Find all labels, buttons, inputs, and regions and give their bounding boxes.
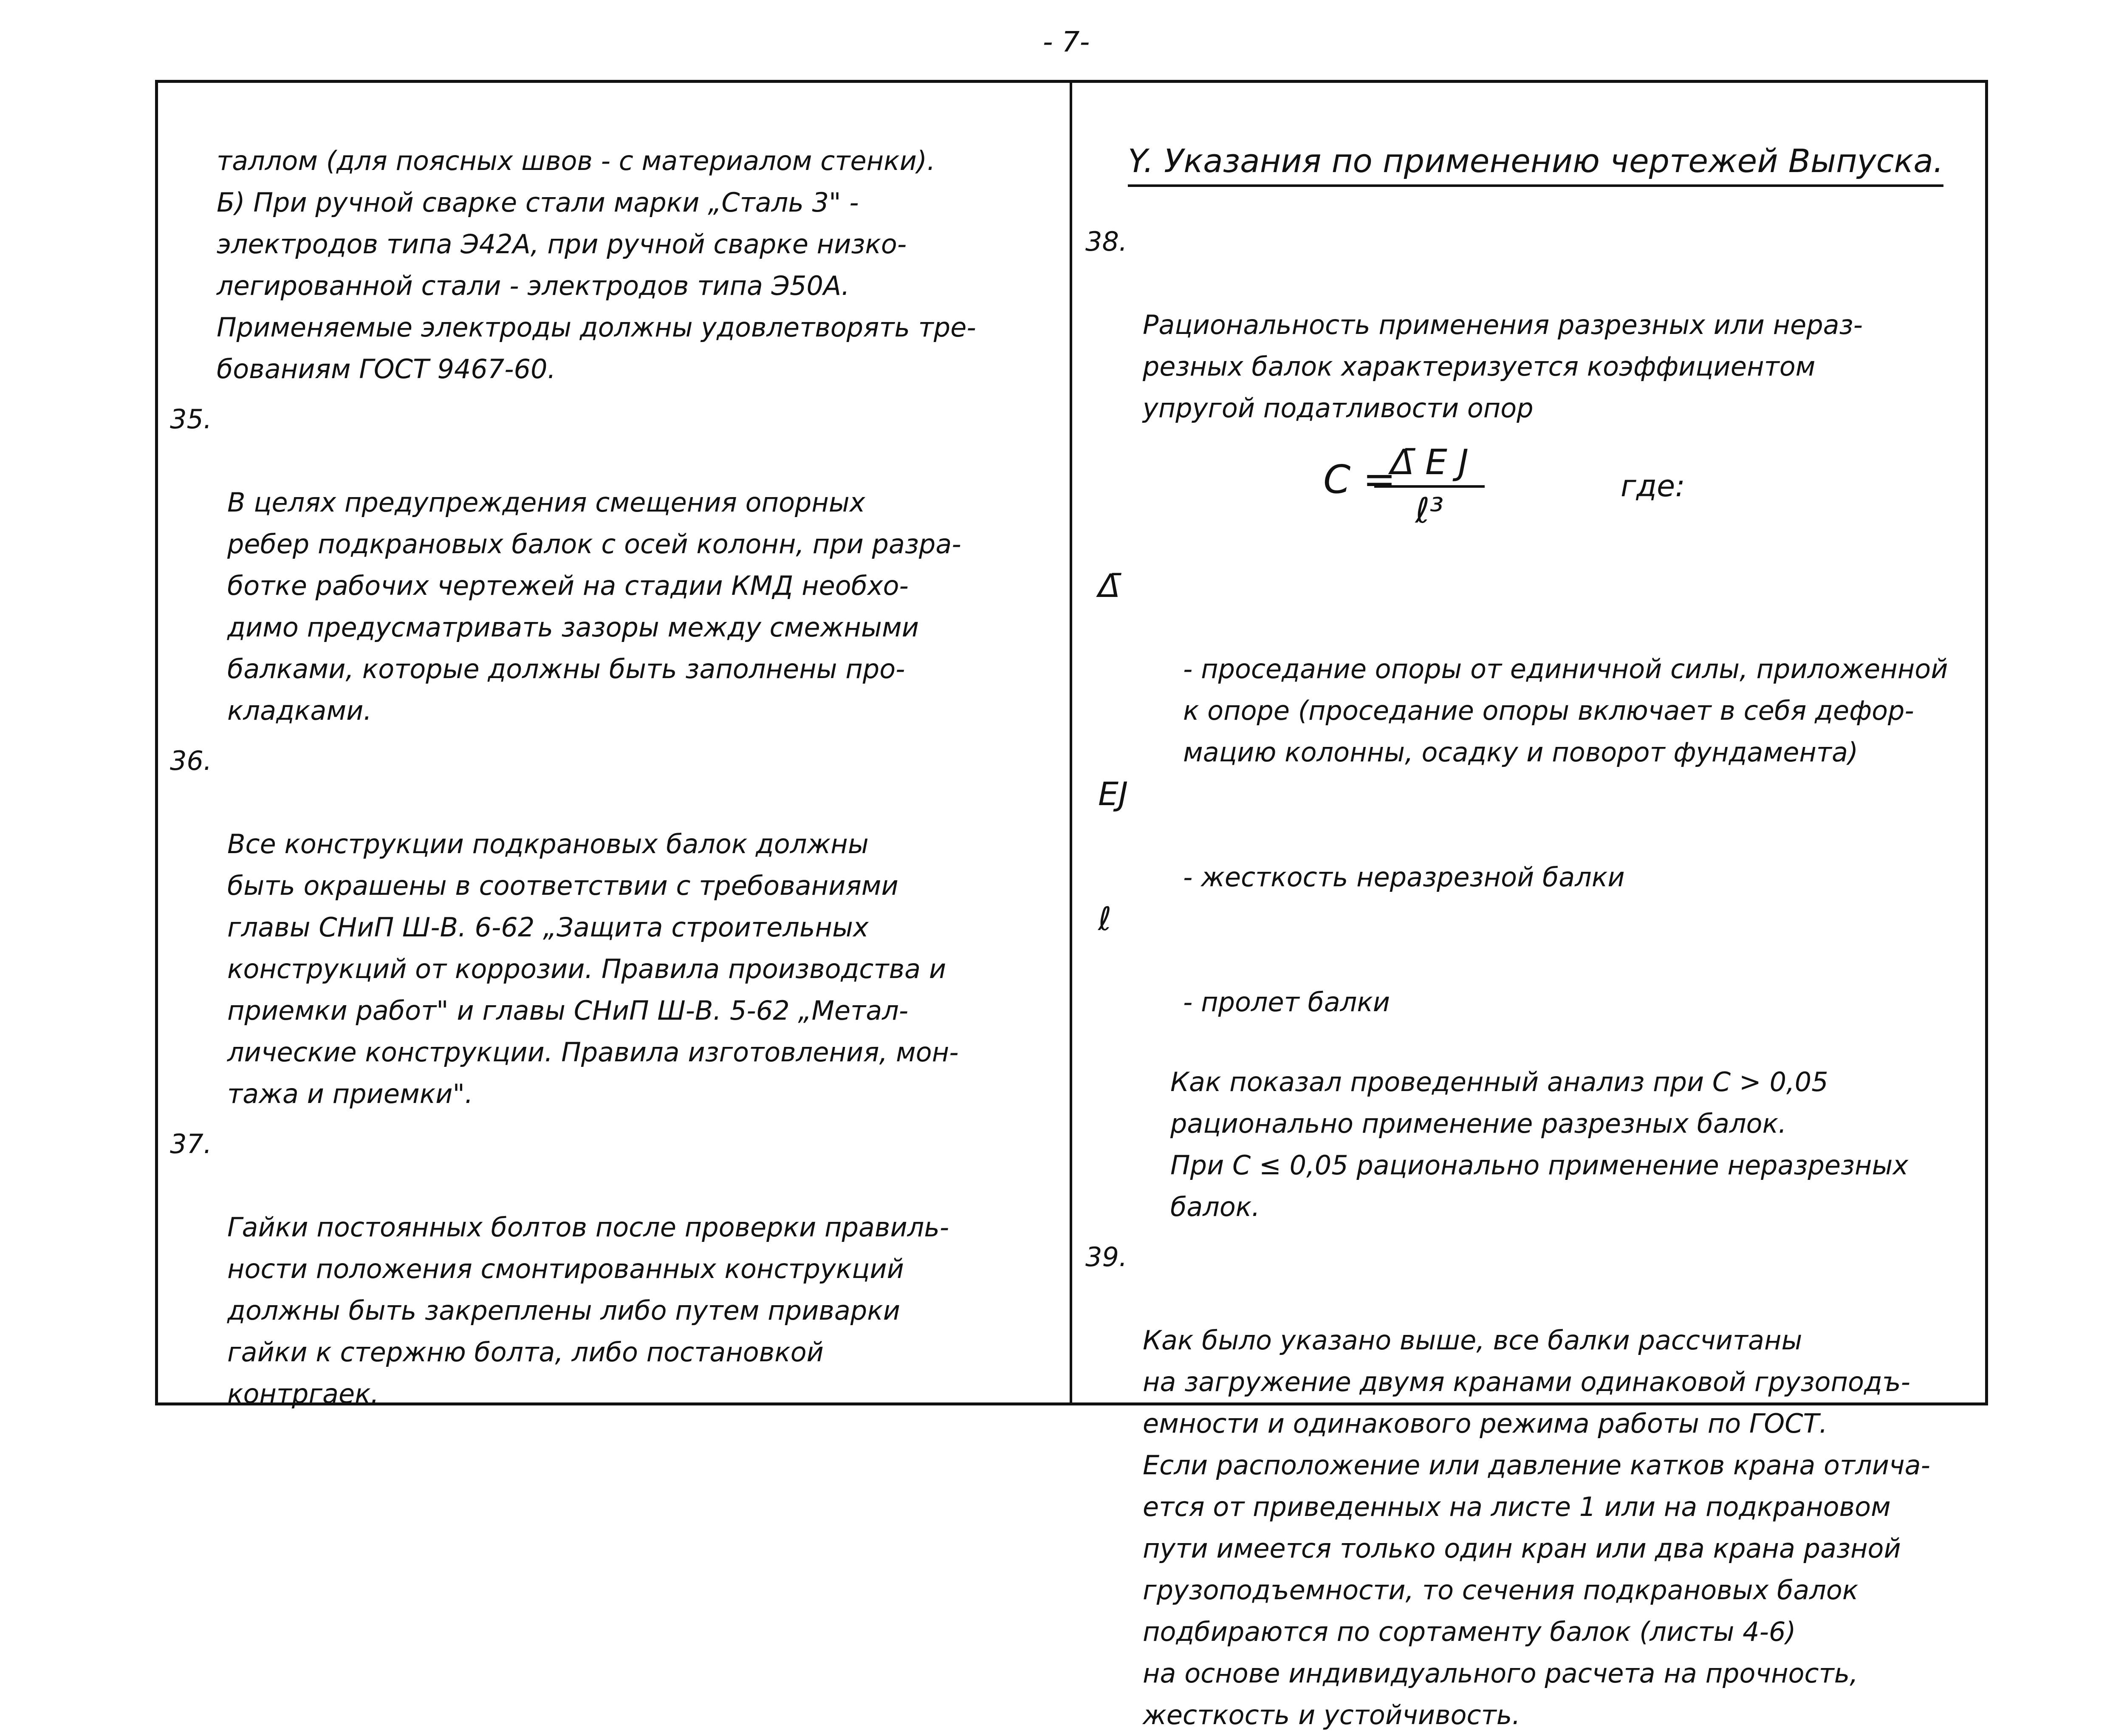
definition-delta — [1098, 565, 1977, 773]
paragraph-text: Как было указано выше, все балки рассчитаны на загружение двумя кранами одинаковой грузоподъ- емности и одинакового режима работы по ГОСТ. Если расположение или давление катков крана отлича- ется от приведенных на листе 1 или на подкрановом пути имеется только один кран или два крана разной грузоподъемности, то сечения подкрановых балок подбираются по сортаменту балок (листы 4-6) на основе индивидуального расчета на прочность, жесткость и устойчивость. — [1143, 1325, 1931, 1730]
definition-text: - жесткость неразрезной балки — [1183, 862, 1625, 893]
formula-fraction — [1374, 442, 1485, 532]
paragraph-text: Все конструкции подкрановых балок должны быть окрашены в соответствии с требованиями главы СНиП Ш-В. 6-62 „Защита строительных конструкций от коррозии. Правила производства и приемки работ" и главы СНиП Ш-В. 5-62 „Метал- лические конструкции. Правила изготовления, мон- тажа и приемки". — [227, 828, 959, 1109]
formula-denominator: ℓ³ — [1415, 491, 1444, 531]
formula-numerator: Δ̄ E J — [1374, 442, 1485, 488]
left-column — [170, 140, 1045, 1415]
column-divider — [1070, 81, 1072, 1404]
definition-text: - проседание опоры от единичной силы, приложенной к опоре (проседание опоры включает в себя дефор- мацию колонны, осадку и поворот фундамента) — [1183, 653, 1948, 768]
paragraph-37 — [170, 1123, 1045, 1415]
definition-l — [1098, 898, 1977, 1023]
formula-where: где: — [1621, 469, 1685, 503]
paragraph-number: 39. — [1085, 1241, 1127, 1272]
definition-text: - пролет балки — [1183, 987, 1390, 1018]
section-title: Y. Указания по применению чертежей Выпуска. — [1128, 140, 1943, 187]
definition-symbol: ℓ — [1098, 900, 1112, 938]
paragraph-number: 36. — [170, 745, 212, 776]
paragraph-35 — [170, 399, 1045, 732]
paragraph-text: В целях предупреждения смещения опорных ребер подкрановых балок с осей колонн, при разра- ботке рабочих чертежей на стадии КМД необхо- димо предусматривать зазоры между смежными балками, которые должны быть заполнены про- кладками. — [227, 487, 961, 726]
paragraph-number: 38. — [1085, 226, 1127, 257]
continued-paragraph: таллом (для поясных швов - с материалом стенки). Б) При ручной сварке стали марки „Сталь 3" - электродов типа Э42А, при ручной сварке низко- легированной стали - электродов типа Э50А. Применяемые электроды должны удовлетворять тре- бованиям ГОСТ 9467-60. — [217, 145, 976, 385]
paragraph-text: Гайки постоянных болтов после проверки правиль- ности положения смонтированных конструкций должны быть закреплены либо путем приварки гайки к стержню болта, либо постановкой контргаек. — [227, 1212, 949, 1409]
definition-ej — [1098, 773, 1977, 898]
definitions — [1098, 565, 1977, 1023]
paragraph-number: 37. — [170, 1128, 212, 1159]
paragraph-39 — [1085, 1236, 1977, 1736]
formula-lhs: C = — [1323, 457, 1396, 502]
analysis-text-2: При C ≤ 0,05 рационально применение неразрезных балок. — [1170, 1150, 1909, 1222]
right-column — [1085, 140, 1977, 1736]
definition-symbol: Δ̄ — [1098, 567, 1120, 605]
paragraph-number: 35. — [170, 404, 212, 435]
definition-symbol: EJ — [1098, 775, 1128, 813]
paragraph-36 — [170, 740, 1045, 1115]
paragraph-38 — [1085, 221, 1977, 429]
paragraph-text: Рациональность применения разрезных или нераз- резных балок характеризуется коэффициентом упругой податливости опор — [1143, 309, 1863, 424]
formula — [1085, 442, 1977, 540]
analysis-text-1: Как показал проведенный анализ при C > 0,05 рационально применение разрезных балок. — [1170, 1066, 1828, 1139]
page-number: - 7- — [1042, 25, 1090, 58]
